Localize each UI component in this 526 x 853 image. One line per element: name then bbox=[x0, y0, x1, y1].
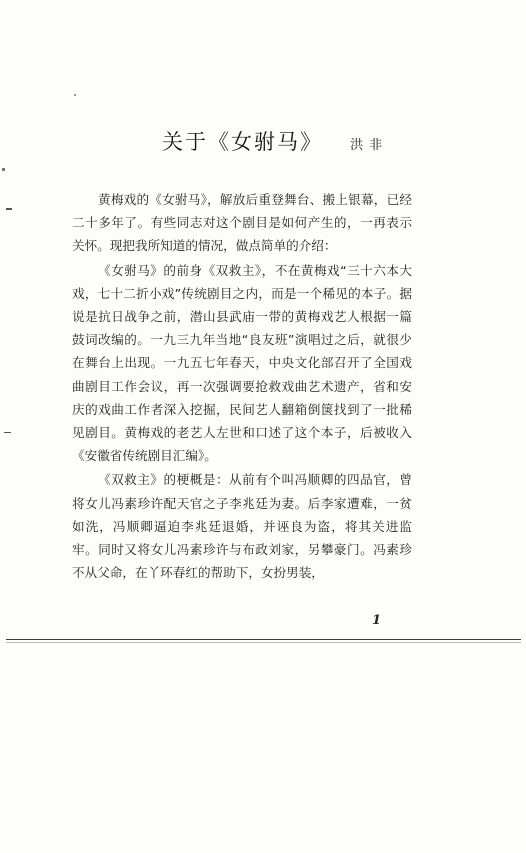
scan-speck bbox=[4, 432, 11, 433]
article-author: 洪非 bbox=[350, 138, 389, 153]
scan-speck bbox=[6, 208, 12, 210]
scan-speck bbox=[74, 94, 76, 96]
body-paragraph: 《双救主》的梗概是：从前有个叫冯顺卿的四品官，曾将女儿冯素珍许配天官之子李兆廷为妻。后李家遭难，一贫如洗，冯顺卿逼迫李兆廷退婚，并诬良为盗，将其关进监牢。同时又将女儿冯素珍许与布政刘家，另攀豪门。冯素珍不从父命，在丫环春红的帮助下，女扮男装， bbox=[72, 472, 412, 581]
article-body bbox=[72, 188, 412, 585]
article-heading bbox=[162, 126, 388, 156]
scan-speck bbox=[2, 168, 5, 171]
body-paragraph: 黄梅戏的《女驸马》，解放后重登舞台、搬上银幕，已经二十多年了。有些同志对这个剧目是如何产生的，一再表示关怀。现把我所知道的情况，做点简单的介绍： bbox=[72, 192, 412, 254]
footer-rule bbox=[6, 639, 521, 640]
body-paragraph: 《女驸马》的前身《双救主》，不在黄梅戏“三十六本大戏，七十二折小戏”传统剧目之内，而是一个稀见的本子。据说是抗日战争之前，潜山县武庙一带的黄梅戏艺人根据一篇鼓词改编的。一九三九年当地“良友班”演唱过之后，就很少在舞台上出现。一九五七年春天，中央文化部召开了全国戏曲剧目工作会议，再一次强调要抢救戏曲艺术遗产，省和安庆的戏曲工作者深入挖掘，民间艺人翻箱倒箧找到了一批稀见剧目。黄梅戏的老艺人左世和口述了这个本子，后被收入《安徽省传统剧目汇编》。 bbox=[72, 262, 412, 464]
page-number: 1 bbox=[372, 613, 382, 628]
footer-rule-shadow bbox=[6, 642, 521, 643]
article-title: 关于《女驸马》 bbox=[162, 130, 323, 154]
